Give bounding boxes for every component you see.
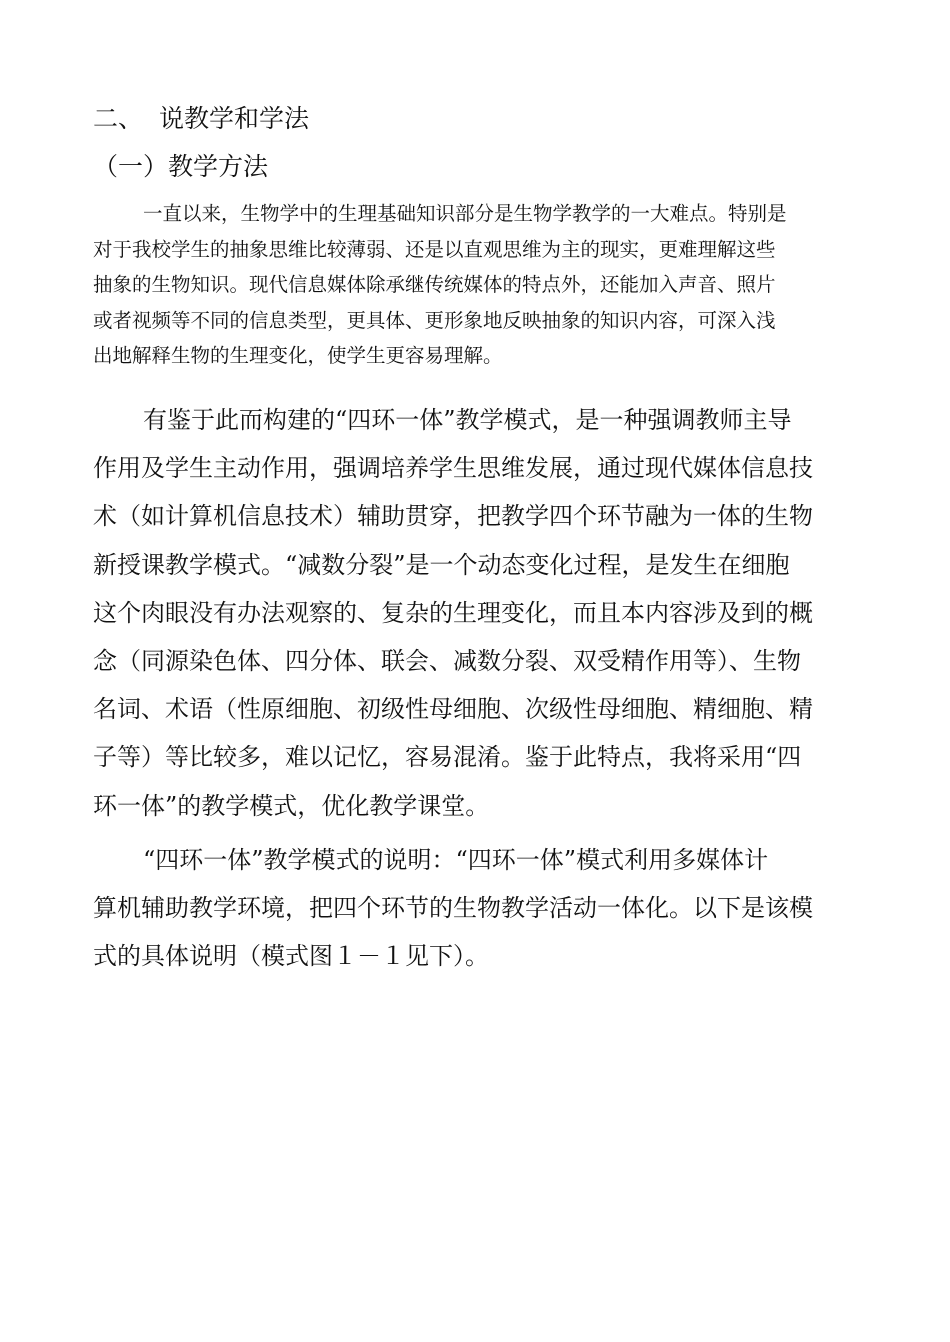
paragraph-line: 念（同源染色体、四分体、联会、减数分裂、双受精作用等）、生物 — [93, 647, 801, 676]
paragraph-line: 一直以来，生物学中的生理基础知识部分是生物学教学的一大难点。特别是 — [143, 202, 787, 225]
paragraph-line: 对于我校学生的抽象思维比较薄弱、还是以直观思维为主的现实，更难理解这些 — [93, 237, 776, 261]
paragraph-line: 子等）等比较多，难以记忆，容易混淆。鉴于此特点，我将采用“四 — [93, 743, 802, 772]
section-title: 说教学和学法 — [159, 104, 310, 133]
paragraph-intro — [93, 196, 863, 374]
paragraph-model-explanation — [93, 836, 863, 981]
section-heading — [93, 102, 309, 136]
paragraph-line: 式的具体说明（模式图１－１见下）。 — [93, 942, 489, 971]
paragraph-line: 作用及学生主动作用，强调培养学生思维发展，通过现代媒体信息技 — [93, 454, 813, 483]
paragraph-line: 算机辅助教学环境，把四个环节的生物教学活动一体化。以下是该模 — [93, 894, 813, 923]
paragraph-line: 环一体”的教学模式，优化教学课堂。 — [93, 791, 490, 820]
paragraph-line: 出地解释生物的生理变化，使学生更容易理解。 — [93, 344, 503, 367]
paragraph-line: 名词、术语（性原细胞、初级性母细胞、次级性母细胞、精细胞、精 — [93, 695, 813, 724]
subsection-heading: （一）教学方法 — [93, 152, 269, 181]
paragraph-line: 有鉴于此而构建的“四环一体”教学模式，是一种强调教师主导 — [143, 406, 792, 434]
paragraph-line: 这个肉眼没有办法观察的、复杂的生理变化，而且本内容涉及到的概 — [93, 598, 813, 627]
paragraph-line: “四环一体”教学模式的说明：“四环一体”模式利用多媒体计 — [143, 846, 769, 874]
paragraph-line: 新授课教学模式。“减数分裂”是一个动态变化过程，是发生在细胞 — [93, 550, 790, 579]
paragraph-line: 抽象的生物知识。现代信息媒体除承继传统媒体的特点外，还能加入声音、照片 — [93, 273, 776, 296]
section-number: 二、 — [93, 104, 144, 133]
paragraph-line: 或者视频等不同的信息类型，更具体、更形象地反映抽象的知识内容，可深入浅 — [93, 308, 776, 332]
paragraph-model-description — [93, 396, 863, 830]
paragraph-line: 术（如计算机信息技术）辅助贯穿，把教学四个环节融为一体的生物 — [93, 502, 813, 531]
